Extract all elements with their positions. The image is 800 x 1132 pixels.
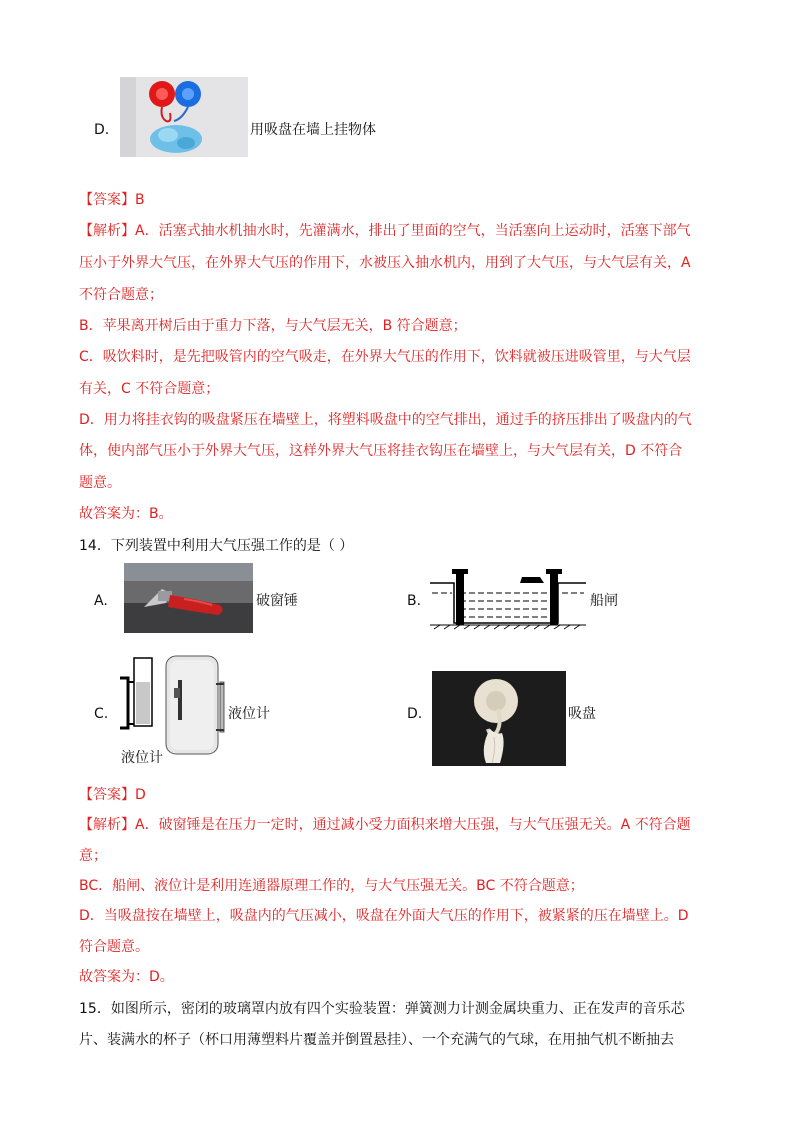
analysis-line: D．用力将挂衣钩的吸盘紧压在墙壁上，将塑料吸盘中的空气排出，通过手的挤压排出了吸盘内的气: [79, 412, 692, 428]
boiler-level-gauge-diagram: [116, 652, 230, 756]
option-c-sub-caption: 液位计: [121, 750, 163, 766]
conclusion: 故答案为：B。: [79, 506, 173, 522]
analysis-line: D．当吸盘按在墙壁上，吸盘内的气压减小，吸盘在外面大气压的作用下，被紧紧的压在墙壁上。D: [79, 908, 689, 924]
analysis-line: 有关，C 不符合题意；: [79, 381, 220, 397]
analysis-line: 意；: [79, 848, 107, 864]
analysis-line: 【解析】A．破窗锤是在压力一定时，通过减小受力面积来增大压强，与大气压强无关。A 不符合题: [79, 817, 691, 833]
analysis-line: BC．船闸、液位计是利用连通器原理工作的，与大气压强无关。BC 不符合题意；: [79, 878, 584, 894]
option-d14-caption: 吸盘: [568, 706, 596, 722]
suction-hook-photo: [120, 77, 248, 157]
safety-hammer-photo: [124, 563, 253, 633]
analysis-line: C．吸饮料时，是先把吸管内的空气吸走，在外界大气压的作用下，饮料就被压进吸管里，与大气层: [79, 349, 691, 365]
conclusion: 故答案为：D。: [79, 969, 174, 985]
option-d-letter: D.: [94, 122, 110, 138]
question-15-line: 片、装满水的杯子（杯口用薄塑料片覆盖并倒置悬挂）、一个充满气的气球，在用抽气机不断抽去: [79, 1032, 674, 1048]
option-d14-letter: D.: [407, 706, 423, 722]
analysis-line: 符合题意。: [79, 939, 149, 955]
option-b-letter: B.: [407, 593, 422, 609]
option-c-letter: C.: [94, 706, 109, 722]
suction-cup-photo: [432, 671, 566, 766]
option-b-caption: 船闸: [590, 593, 618, 609]
option-c-caption: 液位计: [228, 706, 270, 722]
ship-lock-diagram: [430, 563, 586, 633]
answer-label: 【答案】D: [79, 787, 146, 803]
analysis-line: 压小于外界大气压，在外界大气压的作用下，水被压入抽水机内，用到了大气压，与大气层有关，A: [79, 255, 691, 271]
analysis-line: 题意。: [79, 475, 121, 491]
option-d-caption: 用吸盘在墙上挂物体: [250, 122, 376, 138]
analysis-line: 【解析】A．活塞式抽水机抽水时，先灌满水，排出了里面的空气，当活塞向上运动时，活塞下部气: [79, 223, 691, 239]
answer-label: 【答案】B: [79, 192, 145, 208]
analysis-line: B．苹果离开树后由于重力下落，与大气层无关，B 符合题意；: [79, 318, 467, 334]
option-a-letter: A.: [94, 593, 108, 609]
analysis-line: 体，使内部气压小于外界大气压，这样外界大气压将挂衣钩压在墙壁上，与大气层有关，D 不符合: [79, 443, 683, 459]
question-14-stem: 14．下列装置中利用大气压强工作的是（ ）: [79, 538, 354, 554]
question-15-line: 15．如图所示，密闭的玻璃罩内放有四个实验装置：弹簧测力计测金属块重力、正在发声的音乐芯: [79, 1001, 685, 1017]
option-a-caption: 破窗锤: [256, 593, 298, 609]
analysis-line: 不符合题意；: [79, 287, 163, 303]
